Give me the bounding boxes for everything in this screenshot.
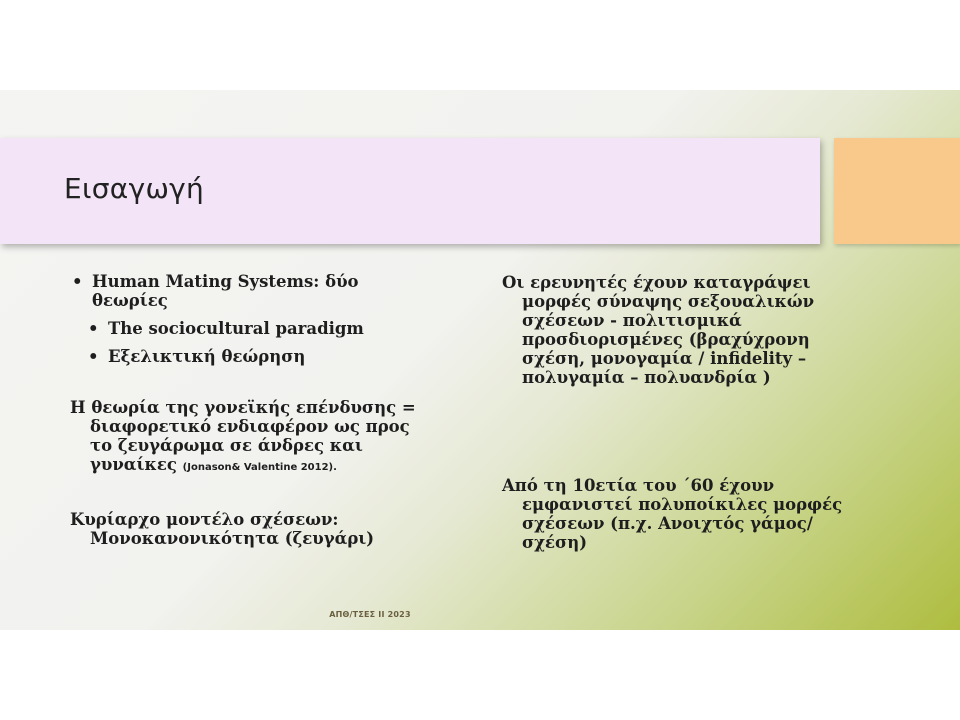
- slide: [0, 90, 960, 630]
- left-column: [70, 272, 430, 548]
- since-60s-paragraph: Από τη 10ετία του ΄60 έχουν εμφανιστεί πολυποίκιλες μορφές σχέσεων (π.χ. Ανοιχτός γάμος/σχέση): [502, 476, 843, 552]
- citation: (Jonason& Valentine 2012).: [182, 462, 337, 473]
- slide-title: Εισαγωγή: [64, 172, 205, 205]
- slide-footer: ΑΠΘ/ΤΣΕΣ ΙΙ 2023: [329, 610, 411, 619]
- dominant-model-paragraph: Κυρίαρχο μοντέλο σχέσεων: Μονοκανονικότητα (ζευγάρι): [70, 510, 375, 548]
- parental-investment-paragraph: [70, 398, 430, 477]
- accent-block: [834, 138, 960, 244]
- bullet-human-mating-systems: • Human Mating Systems: δύο θεωρίες: [72, 272, 430, 310]
- sub-bullet-sociocultural: • The sociocultural paradigm: [88, 319, 430, 338]
- parental-investment-text: Η θεωρία της γονεϊκής επένδυσης = διαφορετικό ενδιαφέρον ως προς το ζευγάρωμα σε άνδρες και γυναίκες: [70, 398, 416, 474]
- right-column: [502, 273, 852, 552]
- sub-bullet-evolutionary: • Εξελικτική θεώρηση: [88, 347, 430, 366]
- researchers-paragraph: Οι ερευνητές έχουν καταγράψει μορφές σύναψης σεξουαλικών σχέσεων - πολιτισμικά προσδιορισμένες (βραχύχρονη σχέση, μονογαμία / infidelity – πολυγαμία – πολυανδρία ): [502, 273, 815, 387]
